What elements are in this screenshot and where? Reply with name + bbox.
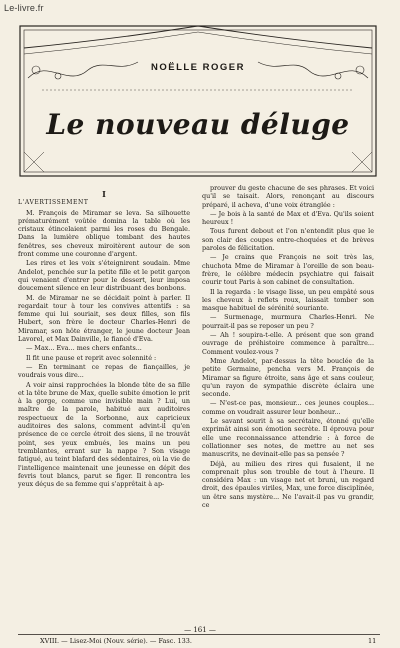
paragraph: — Je bois à la santé de Max et d'Eva. Qu'ils soient heureux ! <box>202 209 374 227</box>
paragraph: Mme Andelot, par-dessus la tête bouclée de la petite Germaine, pencha vers M. François de Miramar sa figure étroite, sans âge et sans couleur, qu'un rayon de sympathie discrète éclaira une seconde. <box>202 356 374 399</box>
right-column <box>202 184 374 510</box>
paragraph: M. de Miramar ne se décidait point à parler. Il regardait tour à tour les convives attentifs : sa femme qui lui souriait, ses deux filles, son fils Hubert, son frère le docteur Charles-Henri de Miramar, son hôte étranger, le jeune docteur Jean Lavorel, et Max Dainville, le fiancé d'Eva. <box>18 293 190 344</box>
paragraph: Les rires et les voix s'éteignirent soudain. Mme Andelot, penchée sur la petite fille et le petit garçon qui venaient d'entrer pour le dessert, leur imposa doucement silence en leur distribuant des bonbons. <box>18 259 190 293</box>
paragraph: — Max... Eva... mes chers enfants... <box>26 344 142 353</box>
paragraph: — N'est-ce pas, monsieur... ces jeunes couples... comme on voudrait assurer leur bonheur... <box>202 399 374 416</box>
footer-rule <box>18 634 380 635</box>
chapter-number: I <box>102 189 106 199</box>
author-name: NOËLLE ROGER <box>150 62 245 73</box>
header-frame <box>18 18 378 178</box>
paragraph: — Surmenage, murmura Charles-Henri. Ne pourrait-il pas se reposer un peu ? <box>202 313 374 330</box>
watermark-text: Le-livre.fr <box>4 3 44 13</box>
chapter-subtitle: L'AVERTISSEMENT <box>18 199 89 207</box>
paragraph: — Ah ! soupira-t-elle. A présent que son grand ouvrage de préhistoire commence à paraître... Comment voulez-vous ? <box>202 331 374 356</box>
paragraph: Il fit une pause et reprit avec solennité : <box>26 353 157 362</box>
left-column <box>18 190 190 489</box>
paragraph: Tous furent debout et l'on n'entendit plus que le son clair des coupes entre-choquées et de brèves paroles de félicitation. <box>202 227 374 253</box>
paragraph: Le savant sourit à sa secrétaire, étonné qu'elle exprimât ainsi son émotion secrète. Il éprouva pour elle une reconnaissance attendrie : à force de collationner ses notes, de mettre au net ses manuscrits, ne devinait-elle pas sa pensée ? <box>202 417 374 459</box>
paragraph: M. François de Miramar se leva. Sa silhouette prématurément voûtée domina la table où les cristaux étincelaient parmi les roses du Bengale. Dans la lumière oblique tombant des hautes fenêtres, ses cheveux miroitèrent autour de son front comme une couronne d'argent. <box>18 208 190 259</box>
paragraph: — Je crains que François ne soit très las, chuchota Mme de Miramar à l'oreille de son beau-frère, le célèbre médecin psychiatre qui faisait courir tout Paris à son cabinet de consultation. <box>202 253 374 287</box>
paragraph: Il la regarda : le visage lisse, un peu empâté sous les cheveux à reflets roux, laissait tomber son masque habituel de sérénité souriante. <box>202 287 374 313</box>
paragraph: — En terminant ce repas de fiançailles, je voudrais vous dire... <box>18 362 190 380</box>
paragraph: prouver du geste chacune de ses phrases. Et voici qu'il se taisait. Alors, renonçant au discours préparé, il acheva, d'une voix étranglée : <box>202 184 374 209</box>
paragraph: A voir ainsi rapprochées la blonde tête de sa fille et la tête brune de Max, quelle subite émotion le prit à la gorge, comme une invisible main ? Lui, un maître de la parole, habitué aux auditoires respectueux de la Sorbonne, aux capricieux auditoires des salons, comment advint-il qu'en présence de ce cercle étroit des siens, il ne trouvât point, ses yeux embués, les mains un peu tremblantes, errant sur la nappe ? Son visage fatigué, au teint blafard des sédentaires, où la vie de l'intelligence maintenait une jeunesse en dépit des fevris tout blancs, parut se figer. Il rencontra les yeux déçus de sa femme qui s'apprêtait à ap- <box>18 380 190 489</box>
footer-series: XVIII. — Lisez-Moi (Nouv. série). — Fasc. 133. <box>40 637 192 645</box>
paragraph: Déjà, au milieu des rires qui fusaient, il ne comprenait plus son trouble de tout à l'heure. Il considéra Max : un visage net et bruni, un regard droit, des épaules viriles, Max, une force disciplinée, un être sans mystère... Ne l'avait-il pas vu grandir, ce <box>202 459 374 509</box>
footer-sheet-number: 11 <box>368 637 377 645</box>
page-number: — 161 — <box>184 626 216 634</box>
story-title: Le nouveau déluge <box>46 108 350 141</box>
ornamental-border-icon <box>18 18 378 178</box>
